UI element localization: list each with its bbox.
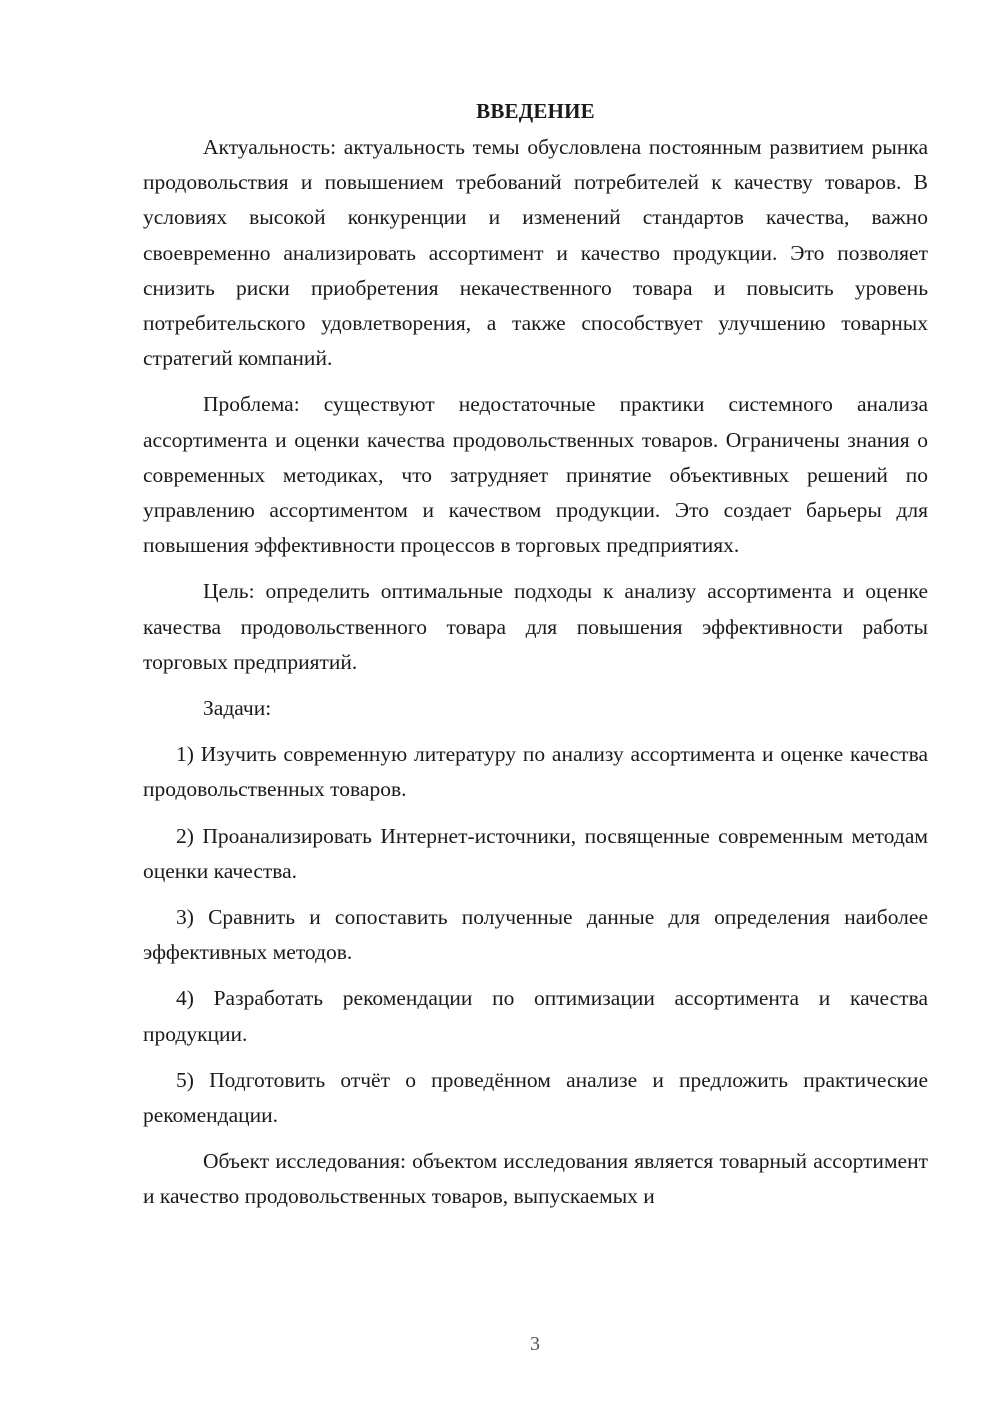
goal-paragraph: Цель: определить оптимальные подходы к анализу ассортимента и оценке качества продовольственного товара для повышения эффективности работы торговых предприятий.	[143, 579, 928, 674]
document-page	[143, 96, 928, 1215]
task-item-2: 2) Проанализировать Интернет-источники, посвященные современным методам оценки качества.	[143, 823, 928, 883]
page-title: ВВЕДЕНИЕ	[476, 99, 595, 123]
problem-paragraph: Проблема: существуют недостаточные практики системного анализа ассортимента и оценки качества продовольственных товаров. Ограничены знания о современных методиках, что затрудняет принятие объективных решений по управлению ассортиментом и качеством продукции. Это создает барьеры для повышения эффективности процессов в торговых предприятиях.	[143, 392, 928, 558]
object-paragraph: Объект исследования: объектом исследования является товарный ассортимент и качество продовольственных товаров, выпускаемых и	[143, 1149, 928, 1209]
relevance-paragraph: Актуальность: актуальность темы обусловлена постоянным развитием рынка продовольствия и повышением требований потребителей к качеству товаров. В условиях высокой конкуренции и изменений стандартов качества, важно своевременно анализировать ассортимент и качество продукции. Это позволяет снизить риски приобретения некачественного товара и повысить уровень потребительского удовлетворения, а также способствует улучшению товарных стратегий компаний.	[143, 135, 928, 371]
task-item-4: 4) Разработать рекомендации по оптимизации ассортимента и качества продукции.	[143, 986, 928, 1046]
task-item-3: 3) Сравнить и сопоставить полученные данные для определения наиболее эффективных методов.	[143, 905, 928, 965]
task-item-1: 1) Изучить современную литературу по анализу ассортимента и оценке качества продовольственных товаров.	[143, 742, 928, 802]
tasks-heading: Задачи:	[203, 696, 272, 721]
page-number: 3	[530, 1333, 540, 1355]
task-item-5: 5) Подготовить отчёт о проведённом анализе и предложить практические рекомендации.	[143, 1067, 928, 1128]
